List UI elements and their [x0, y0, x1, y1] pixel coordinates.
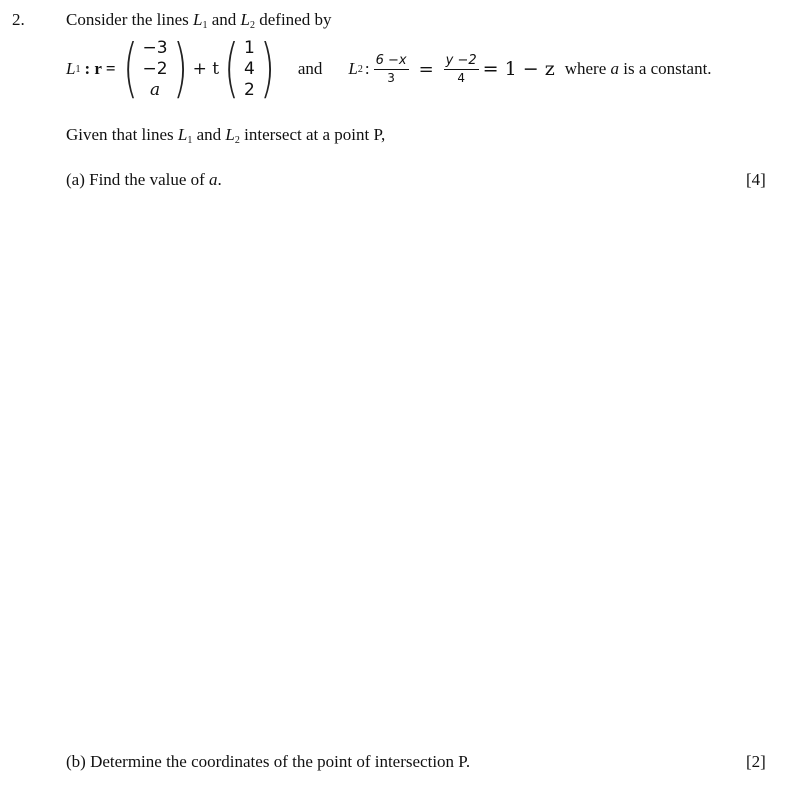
direction-vector: ( 1 4 2 ) [224, 32, 275, 106]
part-a-prompt: (a) Find the value of a. [66, 170, 222, 189]
line1-prefix: : r = [84, 59, 116, 78]
vector-entry: −3 [142, 37, 168, 58]
vector-entry: 1 [244, 37, 255, 58]
part-b-marks: [2] [746, 752, 766, 771]
part-a-marks: [4] [746, 170, 766, 189]
question-number: 2. [12, 10, 25, 29]
part-b-prompt: (b) Determine the coordinates of the point of intersection P. [66, 752, 471, 771]
line-symbol: L [240, 10, 250, 29]
plus-t: + t [192, 59, 220, 79]
question-intro [66, 10, 331, 31]
connector-and: and [297, 59, 323, 78]
z-term: = 1 − z [482, 58, 555, 80]
subscript: 2 [250, 20, 255, 31]
vector-entry: 2 [244, 79, 255, 100]
vector-entry: 4 [244, 58, 255, 79]
intro-text: and [207, 10, 241, 29]
intro-text: defined by [255, 10, 332, 29]
vector-entry: −2 [142, 58, 168, 79]
line-equations [66, 34, 766, 104]
fraction-y: $\frac{y -2}{4}$ [445, 52, 477, 85]
point-vector: ( −3 −2 a ) [122, 32, 188, 106]
subscript: 2 [357, 63, 363, 75]
given-statement: Given that lines $L_1$ and $L_2$ intersect at a point P, [66, 125, 386, 146]
constant-note: where a is a constant. [564, 59, 712, 78]
colon: : [364, 59, 370, 78]
line1-label: L [66, 59, 76, 78]
line-symbol: L [193, 10, 203, 29]
intro-text: Consider the lines [66, 10, 194, 29]
subscript: 1 [75, 63, 81, 75]
subscript: 1 [202, 20, 208, 31]
fraction-x: $\frac{6 -x}{3}$ [375, 52, 407, 85]
line2-label: L [348, 59, 358, 78]
equals: = [418, 58, 434, 80]
vector-entry: a [149, 79, 161, 100]
